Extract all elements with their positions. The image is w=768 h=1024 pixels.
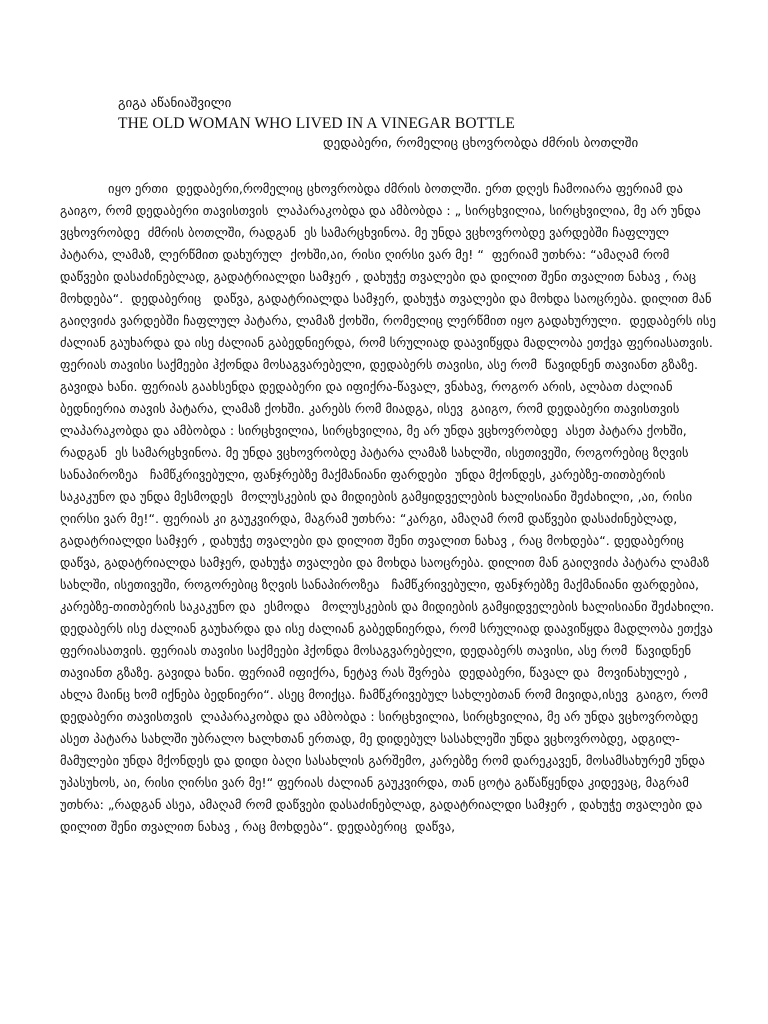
- title-english: THE OLD WOMAN WHO LIVED IN A VINEGAR BOTTLE: [118, 115, 515, 132]
- author-name: გიგა აწანიაშვილი: [118, 96, 232, 111]
- title-georgian: დედაბერი, რომელიც ცხოვრობდა ძმრის ბოთლში: [323, 136, 639, 151]
- story-body-text: იყო ერთი დედაბერი,რომელიც ცხოვრობდა ძმრის ბოთლში. ერთ დღეს ჩამოიარა ფერიამ და გაიგო, რომ დედაბერი თავისთვის ლაპარაკობდა და ამბობდა : „ სირცხვილია, სირცხვილია, მე არ უნდა ვცხოვრობდე ძმრის ბოთლში, რადგან ეს სამარცხვინოა. მე უნდა ვცხოვრობდე ვარდებში ჩაფლულ პატარა, ლამაზ, ლერწმით დახურულ ქოხში,აი, რისი ღირსი ვარ მე! “ ფერიამ უთხრა: “ამაღამ რომ დაწვები დასაძინებლად, გადატრიალდი სამჯერ , დახუჭე თვალები და დილით შენი თვალით ნახავ , რაც მოხდება“. დედაბერიც დაწვა, გადატრიალდა სამჯერ, დახუჭა თვალები და მოხდა საოცრება. დილით მან გაიღვიძა ვარდებში ჩაფლულ პატარა, ლამაზ ქოხში, რომელიც ლერწმით იყო გადახურული. დედაბერს ისე ძალიან გაუხარდა და ისე ძალიან გაბედნიერდა, რომ სრულიად დაავიწყდა მადლობა ეთქვა ფერიასათვის. ფერიას თავისი საქმეები ჰქონდა მოსაგვარებელი, დედაბერს თავისი, ასე რომ წავიდნენ თავიანთ გზაზე. გავიდა ხანი. ფერიას გაახსენდა დედაბერი და იფიქრა-წავალ, ვნახავ, როგორ არის, ალბათ ძალიან ბედნიერია თავის პატარა, ლამაზ ქოხში. კარებს რომ მიადგა, ისევ გაიგო, რომ დედაბერი თავისთვის ლაპარაკობდა და ამბობდა : სირცხვილია, სირცხვილია, მე არ უნდა ვცხოვრობდე ასეთ პატარა ქოხში, რადგან ეს სამარცხვინოა. მე უნდა ვცხოვრობდე პატარა ლამაზ სახლში, ისეთივეში, როგორებიც ზღვის სანაპიროზეა ჩამწკრივებული, ფანჯრებზე მაქმანიანი ფარდები უნდა მქონდეს, კარებზე-თითბერის საკაკუნო და უნდა მესმოდეს მოლუსკების და მიდიების გამყიდველების ხალისიანი შეძახილი, ,აი, რისი ღირსი ვარ მე!“. ფერიას კი გაუკვირდა, მაგრამ უთხრა: “კარგი, ამაღამ რომ დაწვები დასაძინებლად, გადატრიალდი სამჯერ , დახუჭე თვალები და დილით შენი თვალით ნახავ , რაც მოხდება“. დედაბერიც დაწვა, გადატრიალდა სამჯერ, დახუჭა თვალები და მოხდა საოცრება. დილით მან გაიღვიძა პატარა ლამაზ სახლში, ისეთივეში, როგორებიც ზღვის სანაპიროზეა ჩამწკრივებული, ფანჯრებზე მაქმანიანი ფარდებია, კარებზე-თითბერის საკაკუნო და ესმოდა მოლუსკების და მიდიების გამყიდველების ხალისიანი შეძახილი. დედაბერს ისე ძალიან გაუხარდა და ისე ძალიან გაბედნიერდა, რომ სრულიად დაავიწყდა მადლობა ეთქვა ფერიასათვის. ფერიას თავისი საქმეები ჰქონდა მოსაგვარებელი, დედაბერს თავისი, ასე რომ წავიდნენ თავიანთ გზაზე. გავიდა ხანი. ფერიამ იფიქრა, ნეტავ რას შვრება დედაბერი, წავალ და მოვინახულებ , ახლა მაინც ხომ იქნება ბედნიერი“. ასეც მოიქცა. ჩამწკრივებულ სახლებთან რომ მივიდა,ისევ გაიგო, რომ დედაბერი თავისთვის ლაპარაკობდა და ამბობდა : სირცხვილია, სირცხვილია, მე არ უნდა ვცხოვრობდე ასეთ პატარა სახლში უბრალო ხალხთან ერთად, მე დიდებულ სასახლეში უნდა ვცხოვრობდე, ადგილ-მამულები უნდა მქონდეს და დიდი ბაღი სასახლის გარშემო, კარებზე რომ დარეკავენ, მოსამსახურემ უნდა უპასუხოს, აი, რისი ღირსი ვარ მე!“ ფერიას ძალიან გაუკვირდა, თან ცოტა გაწაწყენდა კიდევაც, მაგრამ უთხრა: „რადგან ასეა, ამაღამ რომ დაწვები დასაძინებლად, გადატრიალდი სამჯერ , დახუჭე თვალები და დილით შენი თვალით ნახავ , რაც მოხდება“. დედაბერიც დაწვა,: [60, 181, 720, 834]
